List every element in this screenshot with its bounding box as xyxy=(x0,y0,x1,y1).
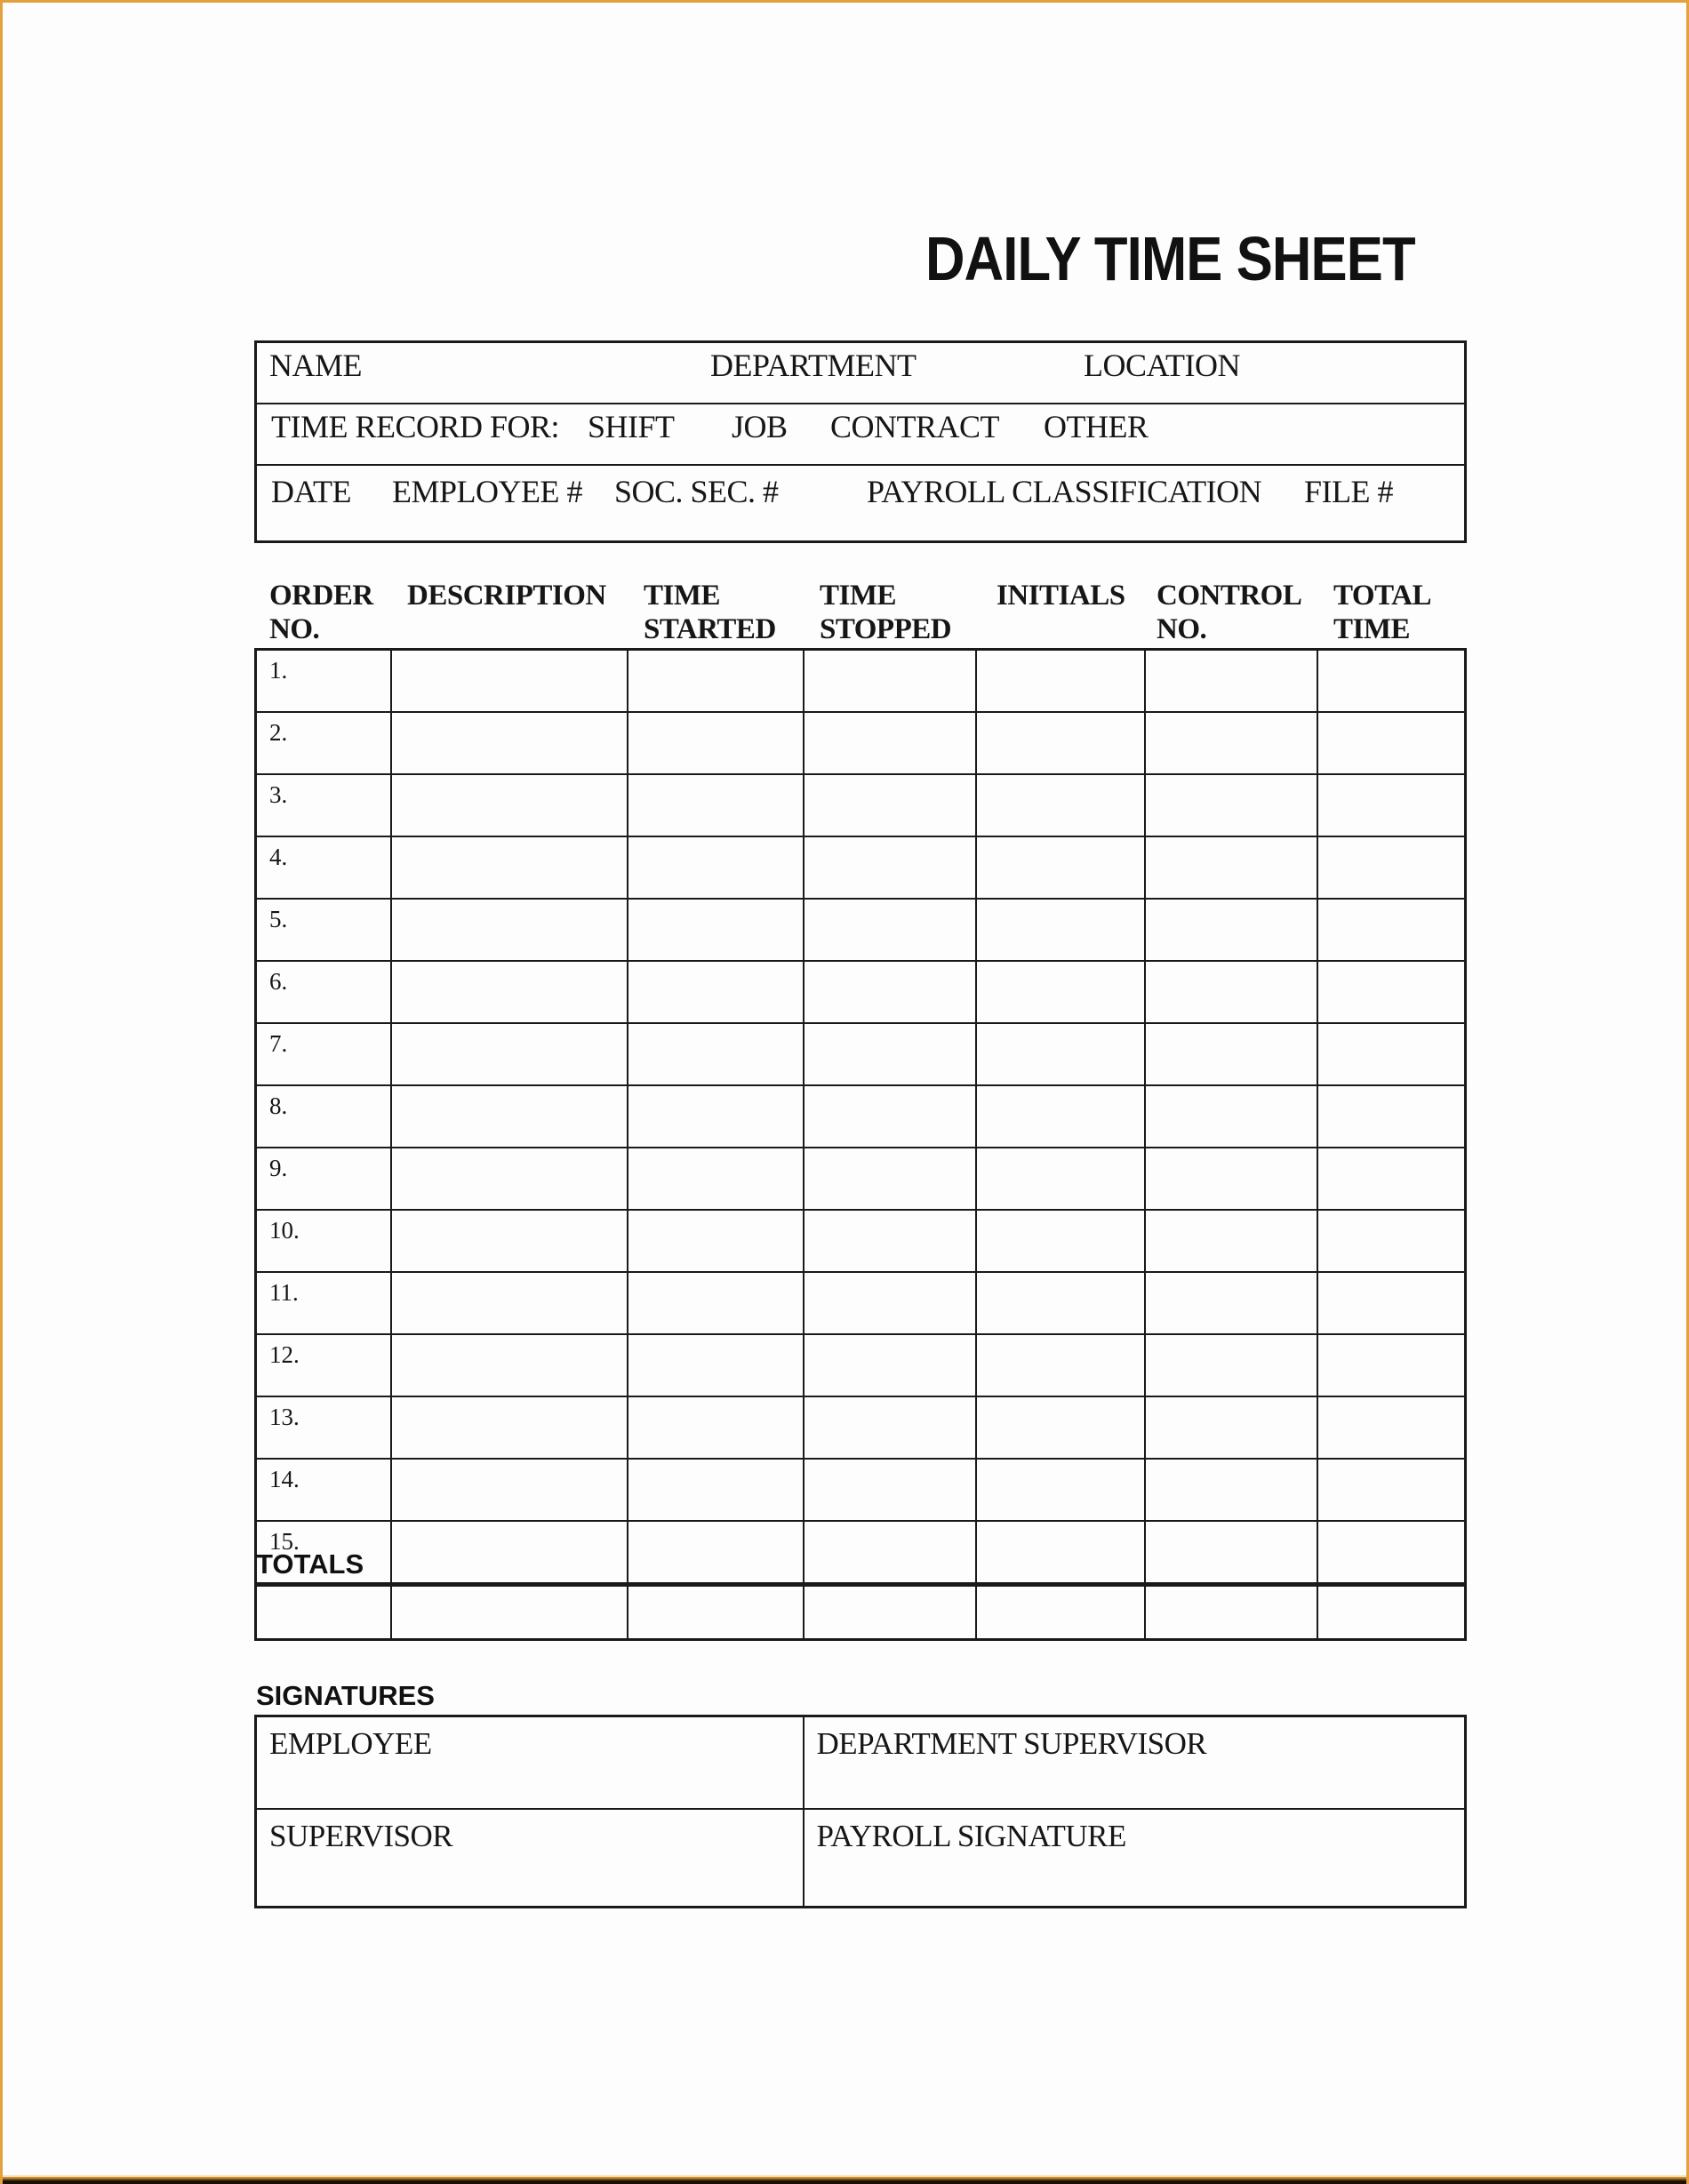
description-cell[interactable] xyxy=(391,1396,628,1459)
order-no-cell[interactable]: 1. xyxy=(256,650,391,713)
totals-description-cell[interactable] xyxy=(391,1586,628,1640)
time-row xyxy=(256,1396,1466,1459)
order-no-cell[interactable]: 4. xyxy=(256,836,391,899)
order-no-cell[interactable]: 12. xyxy=(256,1334,391,1396)
order-no-cell[interactable]: 13. xyxy=(256,1396,391,1459)
time-stopped-cell[interactable] xyxy=(804,1334,976,1396)
shift-label: SHIFT xyxy=(588,409,675,444)
time-row xyxy=(256,1521,1466,1584)
control-no-cell[interactable] xyxy=(1145,1396,1317,1459)
time-started-cell[interactable] xyxy=(628,712,804,774)
control-no-cell[interactable] xyxy=(1145,899,1317,961)
col-header-description: DESCRIPTION xyxy=(407,580,606,612)
total-time-cell[interactable] xyxy=(1317,961,1466,1023)
description-cell[interactable] xyxy=(391,774,628,836)
initials-cell[interactable] xyxy=(976,899,1145,961)
signature-row xyxy=(256,1716,1466,1810)
department-supervisor-label: DEPARTMENT SUPERVISOR xyxy=(816,1726,1207,1761)
total-time-cell[interactable] xyxy=(1317,1023,1466,1085)
order-no-cell[interactable]: 14. xyxy=(256,1459,391,1521)
time-row xyxy=(256,899,1466,961)
order-no-cell[interactable]: 6. xyxy=(256,961,391,1023)
order-no-cell[interactable]: 5. xyxy=(256,899,391,961)
initials-cell[interactable] xyxy=(976,1272,1145,1334)
payroll-classification-label: PAYROLL CLASSIFICATION xyxy=(867,474,1262,509)
initials-cell[interactable] xyxy=(976,1023,1145,1085)
order-no-cell[interactable]: 10. xyxy=(256,1210,391,1272)
totals-row xyxy=(256,1586,1466,1640)
description-cell[interactable] xyxy=(391,1521,628,1584)
description-cell[interactable] xyxy=(391,1334,628,1396)
date-label: DATE xyxy=(271,474,351,509)
time-started-cell[interactable] xyxy=(628,1272,804,1334)
control-no-cell[interactable] xyxy=(1145,774,1317,836)
totals-table xyxy=(254,1584,1467,1641)
col-header-initials: INITIALS xyxy=(997,580,1125,612)
col-header-time-started: TIME STARTED xyxy=(644,580,776,645)
header-row-time-record-for[interactable] xyxy=(257,404,1464,466)
time-stopped-cell[interactable] xyxy=(804,961,976,1023)
description-cell[interactable] xyxy=(391,1085,628,1148)
time-row xyxy=(256,1210,1466,1272)
total-time-cell[interactable] xyxy=(1317,1334,1466,1396)
totals-heading: TOTALS xyxy=(256,1548,364,1580)
description-cell[interactable] xyxy=(391,899,628,961)
time-row xyxy=(256,1085,1466,1148)
totals-order-no-cell[interactable] xyxy=(256,1586,391,1640)
control-no-cell[interactable] xyxy=(1145,650,1317,713)
control-no-cell[interactable] xyxy=(1145,712,1317,774)
description-cell[interactable] xyxy=(391,1210,628,1272)
total-time-cell[interactable] xyxy=(1317,1085,1466,1148)
total-time-cell[interactable] xyxy=(1317,1210,1466,1272)
totals-time-stopped-cell[interactable] xyxy=(804,1586,976,1640)
time-started-cell[interactable] xyxy=(628,899,804,961)
time-row xyxy=(256,1023,1466,1085)
time-started-cell[interactable] xyxy=(628,1023,804,1085)
initials-cell[interactable] xyxy=(976,1334,1145,1396)
order-no-cell[interactable]: 3. xyxy=(256,774,391,836)
time-table xyxy=(254,648,1467,1585)
description-cell[interactable] xyxy=(391,836,628,899)
time-started-cell[interactable] xyxy=(628,1396,804,1459)
initials-cell[interactable] xyxy=(976,774,1145,836)
initials-cell[interactable] xyxy=(976,712,1145,774)
payroll-signature-sign-cell[interactable] xyxy=(804,1809,1466,1908)
initials-cell[interactable] xyxy=(976,836,1145,899)
initials-cell[interactable] xyxy=(976,1396,1145,1459)
page-title: DAILY TIME SHEET xyxy=(925,224,1415,293)
time-row xyxy=(256,1334,1466,1396)
time-table-header xyxy=(254,579,1467,648)
time-stopped-cell[interactable] xyxy=(804,1272,976,1334)
signatures-heading: SIGNATURES xyxy=(256,1680,435,1711)
employee-sign-cell[interactable] xyxy=(256,1716,804,1810)
total-time-cell[interactable] xyxy=(1317,1396,1466,1459)
total-time-cell[interactable] xyxy=(1317,1459,1466,1521)
time-started-cell[interactable] xyxy=(628,1085,804,1148)
time-stopped-cell[interactable] xyxy=(804,712,976,774)
order-no-cell[interactable]: 11. xyxy=(256,1272,391,1334)
page-bottom-shadow xyxy=(3,2175,1686,2184)
description-cell[interactable] xyxy=(391,1148,628,1210)
header-row-name-department-location[interactable] xyxy=(257,343,1464,404)
time-started-cell[interactable] xyxy=(628,961,804,1023)
totals-control-no-cell[interactable] xyxy=(1145,1586,1317,1640)
time-started-cell[interactable] xyxy=(628,1334,804,1396)
initials-cell[interactable] xyxy=(976,1148,1145,1210)
time-row xyxy=(256,650,1466,713)
time-stopped-cell[interactable] xyxy=(804,899,976,961)
total-time-cell[interactable] xyxy=(1317,712,1466,774)
control-no-cell[interactable] xyxy=(1145,1521,1317,1584)
time-row xyxy=(256,961,1466,1023)
time-row xyxy=(256,1459,1466,1521)
control-no-cell[interactable] xyxy=(1145,1148,1317,1210)
time-started-cell[interactable] xyxy=(628,650,804,713)
time-row xyxy=(256,774,1466,836)
supervisor-label: SUPERVISOR xyxy=(269,1819,453,1853)
time-started-cell[interactable] xyxy=(628,1521,804,1584)
time-stopped-cell[interactable] xyxy=(804,836,976,899)
time-row xyxy=(256,712,1466,774)
total-time-cell[interactable] xyxy=(1317,1521,1466,1584)
control-no-cell[interactable] xyxy=(1145,1272,1317,1334)
location-label: LOCATION xyxy=(1084,348,1240,383)
description-cell[interactable] xyxy=(391,1272,628,1334)
col-header-total-time: TOTAL TIME xyxy=(1333,580,1431,645)
time-stopped-cell[interactable] xyxy=(804,1396,976,1459)
supervisor-sign-cell[interactable] xyxy=(256,1809,804,1908)
initials-cell[interactable] xyxy=(976,961,1145,1023)
description-cell[interactable] xyxy=(391,961,628,1023)
time-started-cell[interactable] xyxy=(628,1148,804,1210)
order-no-cell[interactable]: 15. xyxy=(256,1521,391,1584)
time-row xyxy=(256,1272,1466,1334)
order-no-cell[interactable]: 7. xyxy=(256,1023,391,1085)
time-record-for-label: TIME RECORD FOR: xyxy=(271,409,560,444)
totals-total-time-cell[interactable] xyxy=(1317,1586,1466,1640)
other-label: OTHER xyxy=(1044,409,1149,444)
initials-cell[interactable] xyxy=(976,1459,1145,1521)
control-no-cell[interactable] xyxy=(1145,1085,1317,1148)
initials-cell[interactable] xyxy=(976,1210,1145,1272)
initials-cell[interactable] xyxy=(976,1521,1145,1584)
time-stopped-cell[interactable] xyxy=(804,1459,976,1521)
control-no-cell[interactable] xyxy=(1145,1334,1317,1396)
time-stopped-cell[interactable] xyxy=(804,650,976,713)
initials-cell[interactable] xyxy=(976,1085,1145,1148)
time-stopped-cell[interactable] xyxy=(804,1023,976,1085)
col-header-order-no: ORDER NO. xyxy=(269,580,373,645)
total-time-cell[interactable] xyxy=(1317,650,1466,713)
header-row-date-employee-socsec-payroll-file[interactable] xyxy=(257,466,1464,540)
order-no-cell[interactable]: 8. xyxy=(256,1085,391,1148)
order-no-cell[interactable]: 2. xyxy=(256,712,391,774)
contract-label: CONTRACT xyxy=(830,409,1000,444)
department-label: DEPARTMENT xyxy=(710,348,917,383)
totals-time-started-cell[interactable] xyxy=(628,1586,804,1640)
signature-row xyxy=(256,1809,1466,1908)
control-no-cell[interactable] xyxy=(1145,1210,1317,1272)
time-started-cell[interactable] xyxy=(628,1210,804,1272)
total-time-cell[interactable] xyxy=(1317,899,1466,961)
header-box xyxy=(254,340,1467,543)
description-cell[interactable] xyxy=(391,650,628,713)
description-cell[interactable] xyxy=(391,1459,628,1521)
time-stopped-cell[interactable] xyxy=(804,774,976,836)
payroll-signature-label: PAYROLL SIGNATURE xyxy=(816,1819,1126,1853)
time-stopped-cell[interactable] xyxy=(804,1085,976,1148)
col-header-time-stopped: TIME STOPPED xyxy=(820,580,952,645)
time-stopped-cell[interactable] xyxy=(804,1210,976,1272)
control-no-cell[interactable] xyxy=(1145,1023,1317,1085)
name-label: NAME xyxy=(269,348,362,383)
employee-label: EMPLOYEE xyxy=(269,1726,432,1761)
time-row xyxy=(256,1148,1466,1210)
col-header-control-no: CONTROL NO. xyxy=(1157,580,1302,645)
time-started-cell[interactable] xyxy=(628,836,804,899)
time-row xyxy=(256,836,1466,899)
initials-cell[interactable] xyxy=(976,650,1145,713)
time-stopped-cell[interactable] xyxy=(804,1521,976,1584)
total-time-cell[interactable] xyxy=(1317,774,1466,836)
time-started-cell[interactable] xyxy=(628,1459,804,1521)
time-started-cell[interactable] xyxy=(628,774,804,836)
signatures-table xyxy=(254,1715,1467,1908)
order-no-cell[interactable]: 9. xyxy=(256,1148,391,1210)
total-time-cell[interactable] xyxy=(1317,1148,1466,1210)
description-cell[interactable] xyxy=(391,712,628,774)
total-time-cell[interactable] xyxy=(1317,1272,1466,1334)
totals-initials-cell[interactable] xyxy=(976,1586,1145,1640)
employee-no-label: EMPLOYEE # xyxy=(392,474,582,509)
time-stopped-cell[interactable] xyxy=(804,1148,976,1210)
department-supervisor-sign-cell[interactable] xyxy=(804,1716,1466,1810)
file-no-label: FILE # xyxy=(1304,474,1393,509)
description-cell[interactable] xyxy=(391,1023,628,1085)
control-no-cell[interactable] xyxy=(1145,1459,1317,1521)
control-no-cell[interactable] xyxy=(1145,961,1317,1023)
soc-sec-label: SOC. SEC. # xyxy=(614,474,779,509)
job-label: JOB xyxy=(732,409,788,444)
control-no-cell[interactable] xyxy=(1145,836,1317,899)
total-time-cell[interactable] xyxy=(1317,836,1466,899)
